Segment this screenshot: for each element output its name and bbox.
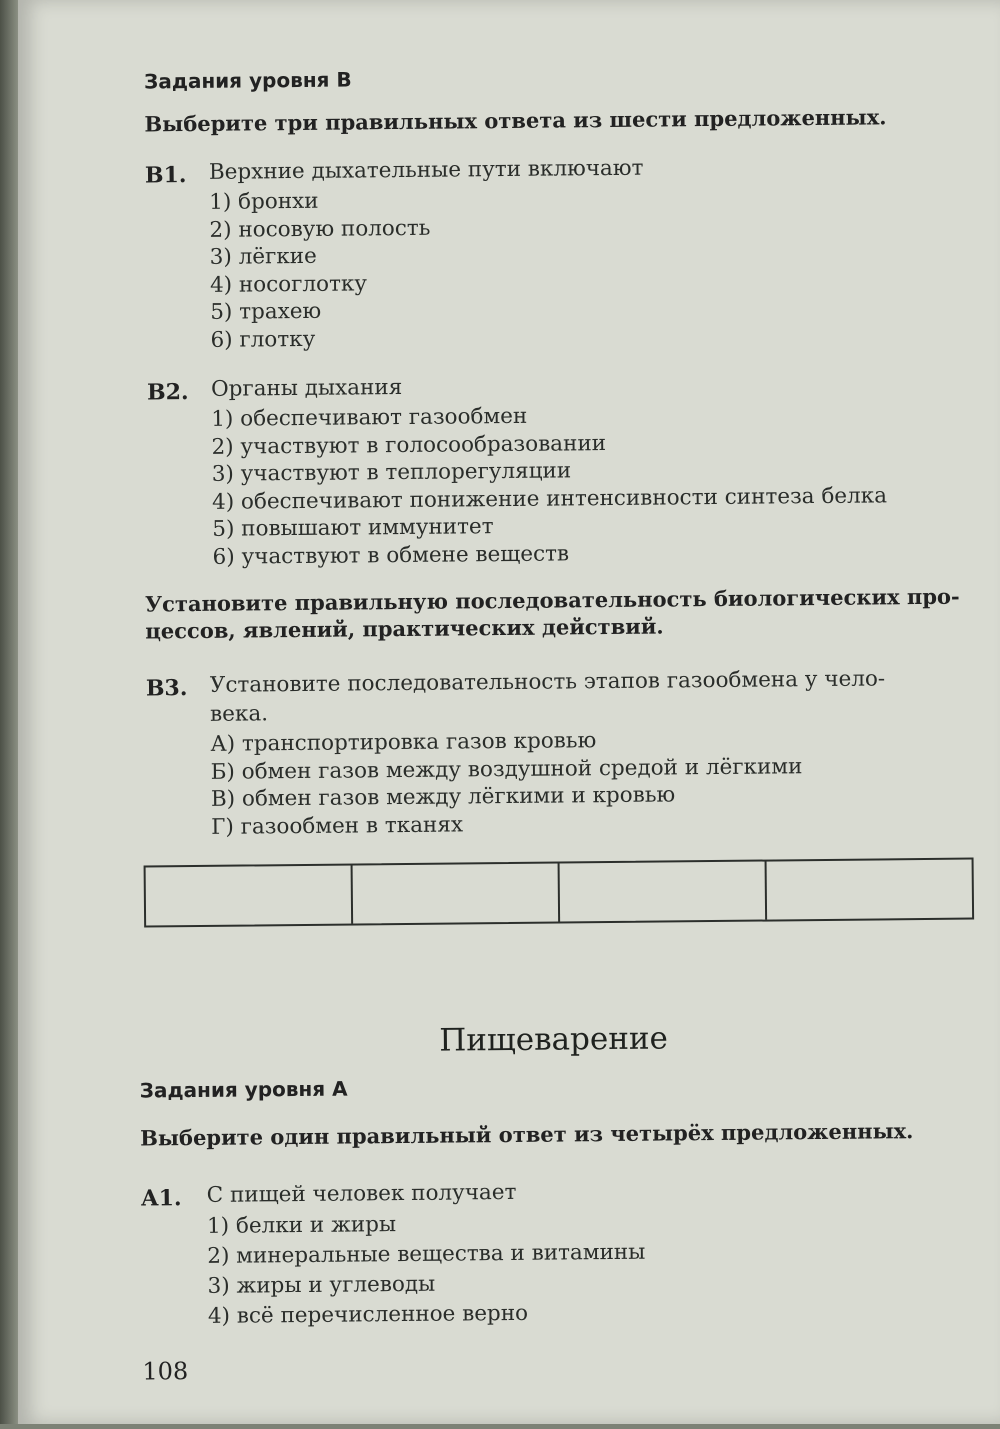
page-content [11,0,1000,1429]
option-b2-2: 2) участвуют в голосообразовании [211,430,607,460]
option-b1-4: 4) носоглотку [209,270,368,298]
question-b3-text-line-1: Установите последовательность этапов газообмена у чело- [209,666,886,698]
question-b2-number: В2. [146,379,189,406]
answer-cell-3[interactable] [560,862,768,922]
option-b1-2: 2) носовую полость [209,215,431,243]
option-b3-a: А) транспортировка газов кровью [210,728,597,757]
textbook-page [18,0,1000,1424]
option-b1-3: 3) лёгкие [209,243,317,270]
option-b3-v: В) обмен газов между лёгкими и кровью [210,782,676,812]
option-b3-g: Г) газообмен в тканях [211,811,464,840]
answer-cell-2[interactable] [353,864,561,924]
option-b2-6: 6) участвуют в обмене веществ [212,540,570,570]
sequence-instruction-line-1: Установите правильную последовательность биологических про- [144,583,960,617]
question-b2-options [211,399,887,570]
question-a1-options [207,1208,646,1332]
page-number: 108 [142,1357,189,1386]
question-b3-number: В3. [145,675,188,702]
option-b2-5: 5) повышают иммунитет [212,514,494,542]
option-a1-3: 3) жиры и углеводы [207,1271,436,1299]
question-b3-text-line-2: века. [210,701,269,727]
question-a1-number: А1. [140,1185,182,1212]
option-b3-b: Б) обмен газов между воздушной средой и лёгкими [210,753,803,785]
option-b2-1: 1) обеспечивают газообмен [211,403,528,432]
answer-cell-4[interactable] [767,860,973,920]
option-a1-4: 4) всё перечисленное верно [207,1300,529,1329]
question-b1-options [209,187,432,354]
question-b1-text: Верхние дыхательные пути включают [208,155,644,185]
level-a-heading: Задания уровня А [139,1076,348,1103]
question-b3-options [210,725,803,841]
question-b1-number: В1. [144,162,187,189]
question-a1-text: С пищей человек получает [206,1179,517,1208]
level-b-choose-instruction: Выберите три правильных ответа из шести предложенных. [144,104,887,137]
option-b1-6: 6) глотку [210,326,316,353]
answer-cell-1[interactable] [146,865,354,925]
section-title: Пищеварение [439,1020,669,1059]
level-b-heading: Задания уровня В [143,67,352,94]
option-a1-1: 1) белки и жиры [206,1212,397,1239]
option-a1-2: 2) минеральные вещества и витамины [207,1239,646,1269]
level-a-instruction: Выберите один правильный ответ из четырёх предложенных. [140,1118,914,1151]
question-b2-text: Органы дыхания [210,375,403,402]
option-b2-4: 4) обеспечивают понижение интенсивности синтеза белка [211,482,888,515]
option-b1-1: 1) бронхи [209,188,319,215]
b3-answer-table [144,858,975,928]
option-b2-3: 3) участвуют в теплорегуляции [211,458,572,487]
sequence-instruction-line-2: цессов, явлений, практических действий. [145,613,664,644]
option-b1-5: 5) трахею [210,298,322,325]
